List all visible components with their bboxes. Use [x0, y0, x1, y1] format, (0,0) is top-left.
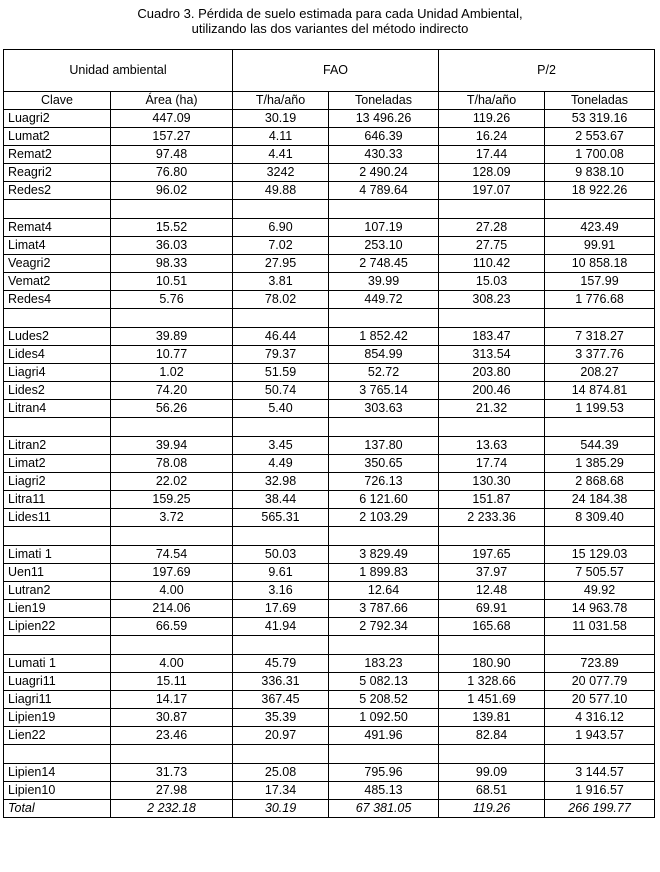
fao-t-ha-cell: 25.08 [233, 764, 329, 782]
spacer-cell [329, 527, 439, 546]
fao-t-ha-cell: 30.19 [233, 110, 329, 128]
p2-t-ha-cell: 308.23 [439, 291, 545, 309]
p2-toneladas-cell: 1 943.57 [545, 727, 655, 745]
clave-cell: Veagri2 [4, 255, 111, 273]
area-cell: 98.33 [111, 255, 233, 273]
table-row [4, 600, 655, 618]
table-row [4, 691, 655, 709]
spacer-row [4, 418, 655, 437]
clave-cell: Liagri4 [4, 364, 111, 382]
table-row [4, 673, 655, 691]
table-caption [0, 6, 660, 36]
fao-toneladas-cell: 4 789.64 [329, 182, 439, 200]
table-row [4, 273, 655, 291]
area-cell: 197.69 [111, 564, 233, 582]
p2-toneladas-cell: 18 922.26 [545, 182, 655, 200]
fao-toneladas-cell: 2 748.45 [329, 255, 439, 273]
fao-t-ha-cell: 46.44 [233, 328, 329, 346]
spacer-cell [4, 636, 111, 655]
clave-cell: Lides2 [4, 382, 111, 400]
p2-t-ha-cell: 1 451.69 [439, 691, 545, 709]
p2-header: P/2 [439, 50, 655, 92]
spacer-row [4, 636, 655, 655]
spacer-cell [439, 745, 545, 764]
fao-t-ha-cell: 78.02 [233, 291, 329, 309]
fao-t-ha-cell: 9.61 [233, 564, 329, 582]
area-cell: 27.98 [111, 782, 233, 800]
clave-cell: Litran2 [4, 437, 111, 455]
table-row [4, 219, 655, 237]
fao-toneladas-cell: 183.23 [329, 655, 439, 673]
clave-cell: Lides11 [4, 509, 111, 527]
area-cell: 1.02 [111, 364, 233, 382]
fao-t-ha-cell: 49.88 [233, 182, 329, 200]
p2-toneladas-cell: 14 963.78 [545, 600, 655, 618]
fao-t-ha-cell: 3.81 [233, 273, 329, 291]
fao-t-ha-cell: 17.34 [233, 782, 329, 800]
fao-toneladas-cell: 3 829.49 [329, 546, 439, 564]
fao-t-ha-cell: 38.44 [233, 491, 329, 509]
p2-t-ha-cell: 17.74 [439, 455, 545, 473]
spacer-cell [4, 309, 111, 328]
spacer-cell [233, 418, 329, 437]
clave-cell: Limati 1 [4, 546, 111, 564]
p2-t-ha-cell: 1 328.66 [439, 673, 545, 691]
fao-toneladas-cell: 485.13 [329, 782, 439, 800]
fao-toneladas-cell: 303.63 [329, 400, 439, 418]
fao-t-ha-cell: 7.02 [233, 237, 329, 255]
clave-cell: Liagri11 [4, 691, 111, 709]
spacer-cell [329, 418, 439, 437]
p2-t-ha-cell: 139.81 [439, 709, 545, 727]
fao-toneladas-cell: 137.80 [329, 437, 439, 455]
clave-cell: Remat2 [4, 146, 111, 164]
fao-t-ha-cell: 50.74 [233, 382, 329, 400]
area-cell: 23.46 [111, 727, 233, 745]
area-cell: 97.48 [111, 146, 233, 164]
p2-toneladas-cell: 544.39 [545, 437, 655, 455]
spacer-cell [439, 636, 545, 655]
table-row [4, 364, 655, 382]
clave-cell: Liagri2 [4, 473, 111, 491]
spacer-cell [329, 309, 439, 328]
p2-t-ha-cell: 27.75 [439, 237, 545, 255]
p2-toneladas-cell: 3 144.57 [545, 764, 655, 782]
area-cell: 4.00 [111, 655, 233, 673]
p2-toneladas-cell: 2 553.67 [545, 128, 655, 146]
p2-t-ha-cell: 130.30 [439, 473, 545, 491]
table-row [4, 437, 655, 455]
fao-t-ha-cell: 20.97 [233, 727, 329, 745]
fao-t-ha-cell: 336.31 [233, 673, 329, 691]
p2-t-ha-cell: 13.63 [439, 437, 545, 455]
p2-toneladas-cell: 157.99 [545, 273, 655, 291]
p2-t-ha-cell: 82.84 [439, 727, 545, 745]
p2-t-ha-cell: 128.09 [439, 164, 545, 182]
unidad-ambiental-header: Unidad ambiental [4, 50, 233, 92]
fao-t-ha-cell: 6.90 [233, 219, 329, 237]
p2-t-ha-cell: 17.44 [439, 146, 545, 164]
fao-toneladas-cell: 5 082.13 [329, 673, 439, 691]
clave-cell: Uen11 [4, 564, 111, 582]
table-row [4, 328, 655, 346]
area-cell: 159.25 [111, 491, 233, 509]
spacer-cell [329, 745, 439, 764]
area-cell: 14.17 [111, 691, 233, 709]
fao-toneladas-cell: 854.99 [329, 346, 439, 364]
p2-t-ha-cell: 151.87 [439, 491, 545, 509]
area-cell: 4.00 [111, 582, 233, 600]
fao-toneladas-cell: 726.13 [329, 473, 439, 491]
clave-cell: Limat4 [4, 237, 111, 255]
p2-toneladas-cell: 4 316.12 [545, 709, 655, 727]
area-cell: 96.02 [111, 182, 233, 200]
spacer-cell [233, 527, 329, 546]
clave-cell: Litran4 [4, 400, 111, 418]
spacer-cell [329, 200, 439, 219]
table-row [4, 618, 655, 636]
fao-toneladas-cell: 39.99 [329, 273, 439, 291]
area-cell: 15.52 [111, 219, 233, 237]
p2-toneladas-cell: 15 129.03 [545, 546, 655, 564]
table-row [4, 546, 655, 564]
p2-t-ha-cell: 313.54 [439, 346, 545, 364]
fao-toneladas-cell: 2 490.24 [329, 164, 439, 182]
p2-toneladas-cell: 1 199.53 [545, 400, 655, 418]
table-row [4, 382, 655, 400]
column-header-row [4, 92, 655, 110]
spacer-cell [545, 745, 655, 764]
p2-t-ha-cell: 15.03 [439, 273, 545, 291]
fao-t-ha-cell: 4.41 [233, 146, 329, 164]
p2-toneladas-cell: 49.92 [545, 582, 655, 600]
table-row [4, 182, 655, 200]
clave-cell: Lutran2 [4, 582, 111, 600]
p2-toneladas-cell: 1 700.08 [545, 146, 655, 164]
spacer-cell [111, 636, 233, 655]
clave-cell: Vemat2 [4, 273, 111, 291]
area-cell: 30.87 [111, 709, 233, 727]
column-header: Toneladas [545, 92, 655, 110]
p2-toneladas-cell: 24 184.38 [545, 491, 655, 509]
spacer-cell [111, 418, 233, 437]
fao-t-ha-cell: 565.31 [233, 509, 329, 527]
fao-t-ha-cell: 79.37 [233, 346, 329, 364]
spacer-cell [545, 527, 655, 546]
clave-cell: Lien22 [4, 727, 111, 745]
table-row [4, 764, 655, 782]
total-p2-t-ha-cell: 119.26 [439, 800, 545, 818]
fao-toneladas-cell: 12.64 [329, 582, 439, 600]
fao-toneladas-cell: 491.96 [329, 727, 439, 745]
fao-toneladas-cell: 3 765.14 [329, 382, 439, 400]
spacer-cell [4, 200, 111, 219]
table-row [4, 509, 655, 527]
clave-cell: Lipien22 [4, 618, 111, 636]
p2-toneladas-cell: 3 377.76 [545, 346, 655, 364]
fao-toneladas-cell: 5 208.52 [329, 691, 439, 709]
table-row [4, 709, 655, 727]
p2-t-ha-cell: 16.24 [439, 128, 545, 146]
spacer-cell [439, 527, 545, 546]
area-cell: 5.76 [111, 291, 233, 309]
fao-toneladas-cell: 2 792.34 [329, 618, 439, 636]
fao-toneladas-cell: 13 496.26 [329, 110, 439, 128]
clave-cell: Reagri2 [4, 164, 111, 182]
column-header: T/ha/año [439, 92, 545, 110]
fao-t-ha-cell: 32.98 [233, 473, 329, 491]
area-cell: 76.80 [111, 164, 233, 182]
p2-toneladas-cell: 723.89 [545, 655, 655, 673]
clave-cell: Ludes2 [4, 328, 111, 346]
table-row [4, 110, 655, 128]
clave-cell: Lien19 [4, 600, 111, 618]
clave-cell: Redes2 [4, 182, 111, 200]
caption-line-2: utilizando las dos variantes del método indirecto [191, 21, 469, 36]
fao-t-ha-cell: 3.16 [233, 582, 329, 600]
clave-cell: Litra11 [4, 491, 111, 509]
fao-t-ha-cell: 4.49 [233, 455, 329, 473]
p2-toneladas-cell: 14 874.81 [545, 382, 655, 400]
spacer-cell [545, 200, 655, 219]
spacer-row [4, 745, 655, 764]
spacer-row [4, 200, 655, 219]
area-cell: 31.73 [111, 764, 233, 782]
area-cell: 10.51 [111, 273, 233, 291]
p2-t-ha-cell: 197.65 [439, 546, 545, 564]
clave-cell: Lipien14 [4, 764, 111, 782]
fao-toneladas-cell: 2 103.29 [329, 509, 439, 527]
area-cell: 74.20 [111, 382, 233, 400]
fao-t-ha-cell: 17.69 [233, 600, 329, 618]
p2-toneladas-cell: 20 577.10 [545, 691, 655, 709]
spacer-cell [4, 745, 111, 764]
table-row [4, 582, 655, 600]
clave-cell: Lides4 [4, 346, 111, 364]
p2-toneladas-cell: 53 319.16 [545, 110, 655, 128]
table-row [4, 164, 655, 182]
table-row [4, 255, 655, 273]
area-cell: 22.02 [111, 473, 233, 491]
caption-line-1: Cuadro 3. Pérdida de suelo estimada para cada Unidad Ambiental, [137, 6, 523, 21]
fao-t-ha-cell: 4.11 [233, 128, 329, 146]
spacer-cell [111, 200, 233, 219]
area-cell: 36.03 [111, 237, 233, 255]
fao-toneladas-cell: 1 092.50 [329, 709, 439, 727]
clave-cell: Lipien19 [4, 709, 111, 727]
fao-t-ha-cell: 41.94 [233, 618, 329, 636]
column-header: T/ha/año [233, 92, 329, 110]
p2-toneladas-cell: 9 838.10 [545, 164, 655, 182]
table-row [4, 237, 655, 255]
p2-t-ha-cell: 183.47 [439, 328, 545, 346]
p2-toneladas-cell: 7 505.57 [545, 564, 655, 582]
p2-t-ha-cell: 69.91 [439, 600, 545, 618]
total-row [4, 800, 655, 818]
soil-loss-table [3, 49, 655, 818]
spacer-cell [233, 745, 329, 764]
clave-cell: Luagri11 [4, 673, 111, 691]
spacer-cell [233, 200, 329, 219]
fao-toneladas-cell: 646.39 [329, 128, 439, 146]
total-fao-toneladas-cell: 67 381.05 [329, 800, 439, 818]
spacer-cell [111, 309, 233, 328]
p2-t-ha-cell: 180.90 [439, 655, 545, 673]
spacer-cell [329, 636, 439, 655]
spacer-cell [233, 309, 329, 328]
p2-t-ha-cell: 203.80 [439, 364, 545, 382]
area-cell: 74.54 [111, 546, 233, 564]
p2-toneladas-cell: 1 385.29 [545, 455, 655, 473]
spacer-cell [111, 527, 233, 546]
p2-toneladas-cell: 2 868.68 [545, 473, 655, 491]
fao-t-ha-cell: 3242 [233, 164, 329, 182]
fao-t-ha-cell: 50.03 [233, 546, 329, 564]
p2-t-ha-cell: 110.42 [439, 255, 545, 273]
p2-t-ha-cell: 2 233.36 [439, 509, 545, 527]
spacer-row [4, 309, 655, 328]
fao-toneladas-cell: 795.96 [329, 764, 439, 782]
fao-t-ha-cell: 35.39 [233, 709, 329, 727]
spacer-cell [439, 309, 545, 328]
p2-t-ha-cell: 27.28 [439, 219, 545, 237]
p2-toneladas-cell: 208.27 [545, 364, 655, 382]
area-cell: 66.59 [111, 618, 233, 636]
fao-toneladas-cell: 350.65 [329, 455, 439, 473]
fao-t-ha-cell: 27.95 [233, 255, 329, 273]
p2-toneladas-cell: 99.91 [545, 237, 655, 255]
p2-t-ha-cell: 165.68 [439, 618, 545, 636]
table-row [4, 655, 655, 673]
p2-toneladas-cell: 10 858.18 [545, 255, 655, 273]
fao-toneladas-cell: 430.33 [329, 146, 439, 164]
total-area-cell: 2 232.18 [111, 800, 233, 818]
column-header: Área (ha) [111, 92, 233, 110]
table-row [4, 400, 655, 418]
p2-toneladas-cell: 8 309.40 [545, 509, 655, 527]
fao-toneladas-cell: 1 899.83 [329, 564, 439, 582]
p2-t-ha-cell: 21.32 [439, 400, 545, 418]
fao-t-ha-cell: 45.79 [233, 655, 329, 673]
spacer-cell [439, 200, 545, 219]
p2-t-ha-cell: 37.97 [439, 564, 545, 582]
p2-toneladas-cell: 1 916.57 [545, 782, 655, 800]
fao-toneladas-cell: 449.72 [329, 291, 439, 309]
area-cell: 39.89 [111, 328, 233, 346]
spacer-cell [4, 418, 111, 437]
table-row [4, 727, 655, 745]
clave-cell: Lumat2 [4, 128, 111, 146]
area-cell: 78.08 [111, 455, 233, 473]
clave-cell: Limat2 [4, 455, 111, 473]
fao-toneladas-cell: 107.19 [329, 219, 439, 237]
p2-toneladas-cell: 1 776.68 [545, 291, 655, 309]
p2-toneladas-cell: 423.49 [545, 219, 655, 237]
fao-toneladas-cell: 253.10 [329, 237, 439, 255]
clave-cell: Luagri2 [4, 110, 111, 128]
clave-cell: Lumati 1 [4, 655, 111, 673]
area-cell: 214.06 [111, 600, 233, 618]
p2-t-ha-cell: 12.48 [439, 582, 545, 600]
p2-toneladas-cell: 11 031.58 [545, 618, 655, 636]
fao-header: FAO [233, 50, 439, 92]
group-header-row [4, 50, 655, 92]
spacer-row [4, 527, 655, 546]
table-body [4, 50, 655, 818]
area-cell: 10.77 [111, 346, 233, 364]
table-row [4, 782, 655, 800]
clave-cell: Redes4 [4, 291, 111, 309]
fao-t-ha-cell: 367.45 [233, 691, 329, 709]
spacer-cell [545, 309, 655, 328]
table-row [4, 473, 655, 491]
p2-t-ha-cell: 68.51 [439, 782, 545, 800]
table-row [4, 146, 655, 164]
p2-t-ha-cell: 119.26 [439, 110, 545, 128]
p2-t-ha-cell: 99.09 [439, 764, 545, 782]
p2-t-ha-cell: 200.46 [439, 382, 545, 400]
area-cell: 3.72 [111, 509, 233, 527]
spacer-cell [4, 527, 111, 546]
area-cell: 15.11 [111, 673, 233, 691]
column-header: Toneladas [329, 92, 439, 110]
total-fao-t-ha-cell: 30.19 [233, 800, 329, 818]
area-cell: 56.26 [111, 400, 233, 418]
spacer-cell [439, 418, 545, 437]
area-cell: 157.27 [111, 128, 233, 146]
fao-t-ha-cell: 51.59 [233, 364, 329, 382]
p2-toneladas-cell: 20 077.79 [545, 673, 655, 691]
spacer-cell [545, 636, 655, 655]
area-cell: 39.94 [111, 437, 233, 455]
fao-t-ha-cell: 5.40 [233, 400, 329, 418]
table-row [4, 491, 655, 509]
clave-cell: Remat4 [4, 219, 111, 237]
fao-toneladas-cell: 52.72 [329, 364, 439, 382]
fao-toneladas-cell: 1 852.42 [329, 328, 439, 346]
table-row [4, 564, 655, 582]
p2-t-ha-cell: 197.07 [439, 182, 545, 200]
clave-cell: Lipien10 [4, 782, 111, 800]
total-label: Total [4, 800, 111, 818]
table-row [4, 346, 655, 364]
table-row [4, 291, 655, 309]
spacer-cell [111, 745, 233, 764]
area-cell: 447.09 [111, 110, 233, 128]
spacer-cell [233, 636, 329, 655]
spacer-cell [545, 418, 655, 437]
table-row [4, 455, 655, 473]
table-row [4, 128, 655, 146]
total-p2-toneladas-cell: 266 199.77 [545, 800, 655, 818]
column-header: Clave [4, 92, 111, 110]
p2-toneladas-cell: 7 318.27 [545, 328, 655, 346]
fao-t-ha-cell: 3.45 [233, 437, 329, 455]
fao-toneladas-cell: 6 121.60 [329, 491, 439, 509]
fao-toneladas-cell: 3 787.66 [329, 600, 439, 618]
